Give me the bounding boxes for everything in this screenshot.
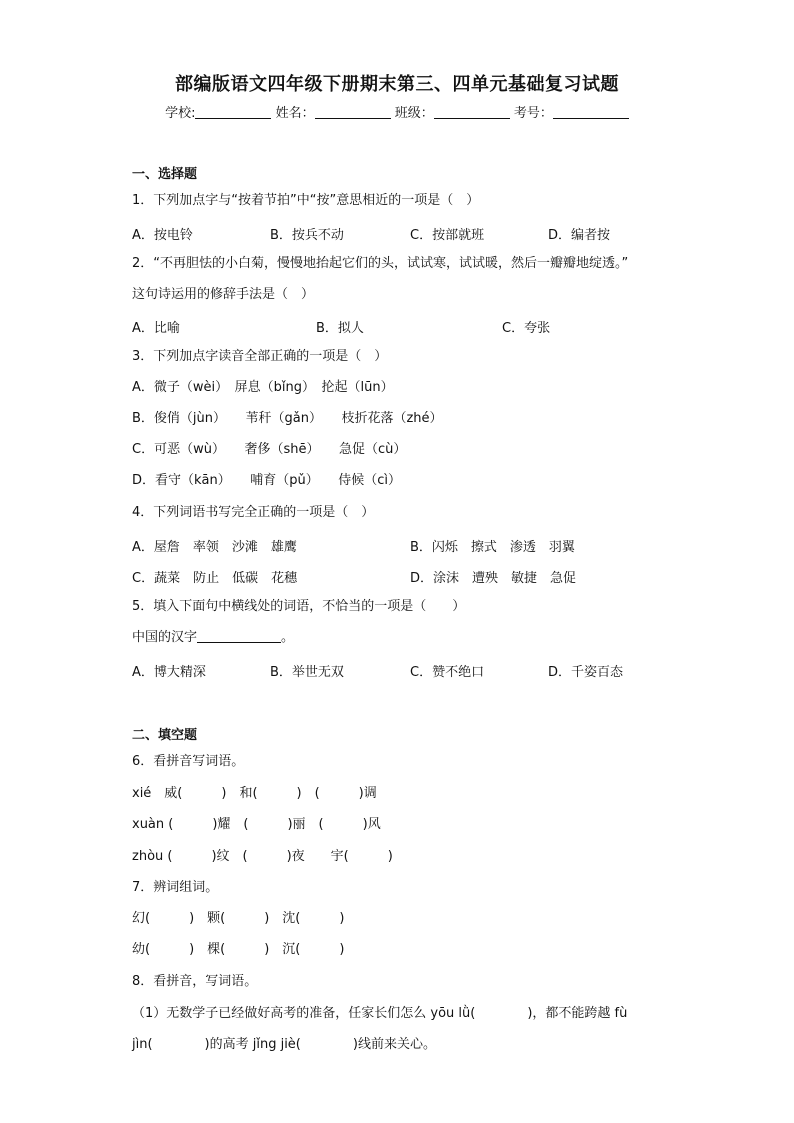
q4-option-d[interactable]: D．涂沫 遭殃 敏捷 急促 [410, 571, 577, 586]
class-label: 班级： [394, 106, 434, 121]
q2-option-b[interactable]: B．拟人 [316, 321, 364, 336]
class-blank[interactable] [434, 118, 510, 119]
page-title: 部编版语文四年级下册期末第三、四单元基础复习试题 [175, 74, 619, 95]
q1-option-c[interactable]: C．按部就班 [410, 228, 485, 243]
q5-sentence-pre: 中国的汉字 [132, 630, 198, 645]
q2-option-a[interactable]: A．比喻 [132, 321, 180, 336]
name-blank[interactable] [315, 118, 391, 119]
question-2-stem-cont: 这句诗运用的修辞手法是（ ） [132, 287, 315, 302]
q3-option-d[interactable]: D．看守（kān） 哺育（pǔ） 侍候（cì） [132, 473, 401, 488]
q8-line-2[interactable]: jìn( )的高考 jǐng jiè( )线前来关心。 [132, 1037, 436, 1052]
exam-no-blank[interactable] [553, 118, 629, 119]
school-label: 学校: [165, 106, 196, 121]
q3-option-a[interactable]: A．微子（wèi） 屏息（bǐng） 抡起（lūn） [132, 380, 394, 395]
q5-option-b[interactable]: B．举世无双 [270, 665, 344, 680]
student-info-row [0, 102, 794, 121]
q7-row-1[interactable]: 幻( ) 颗( ) 沈( ) [132, 911, 345, 926]
section-heading-fill: 二、填空题 [132, 728, 198, 743]
name-label: 姓名： [275, 106, 315, 121]
q6-row-xie[interactable]: xié 威( ) 和( ) ( )调 [132, 786, 377, 801]
question-5-stem: 5．填入下面句中横线处的词语，不恰当的一项是（ ） [132, 599, 466, 614]
question-4-stem: 4．下列词语书写完全正确的一项是（ ） [132, 505, 375, 520]
question-2-stem: 2．“不再胆怯的小白菊，慢慢地抬起它们的头，试试寒，试试暖，然后一瓣瓣地绽透。” [132, 256, 629, 271]
question-7-stem: 7．辨词组词。 [132, 880, 219, 895]
q4-option-b[interactable]: B．闪烁 擦式 渗透 羽翼 [410, 540, 575, 555]
q5-option-c[interactable]: C．赞不绝口 [410, 665, 485, 680]
q3-option-b[interactable]: B．俊俏（jùn） 苇秆（gǎn） 枝折花落（zhé） [132, 411, 443, 426]
q8-line-1[interactable]: （1）无数学子已经做好高考的准备，任家长们怎么 yōu lǜ( )，都不能跨越 fù [132, 1006, 628, 1021]
q5-option-a[interactable]: A．博大精深 [132, 665, 206, 680]
question-6-stem: 6．看拼音写词语。 [132, 754, 245, 769]
q4-option-a[interactable]: A．屋詹 率领 沙滩 雄鹰 [132, 540, 297, 555]
q5-option-d[interactable]: D．千姿百态 [548, 665, 624, 680]
q2-option-c[interactable]: C．夸张 [502, 321, 551, 336]
q1-option-a[interactable]: A．按电铃 [132, 228, 193, 243]
exam-no-label: 考号： [513, 106, 553, 121]
school-blank[interactable] [195, 118, 271, 119]
question-8-stem: 8．看拼音，写词语。 [132, 974, 258, 989]
q5-sentence-post: 。 [281, 630, 295, 645]
q5-sentence [132, 629, 294, 647]
q1-option-b[interactable]: B．按兵不动 [270, 228, 344, 243]
q7-row-2[interactable]: 幼( ) 棵( ) 沉( ) [132, 942, 345, 957]
q6-row-zhou[interactable]: zhòu ( )纹 ( )夜 宇( ) [132, 849, 393, 864]
question-1-stem: 1．下列加点字与“按着节拍”中“按”意思相近的一项是（ ） [132, 193, 480, 208]
q5-fill-blank[interactable] [197, 642, 281, 643]
q4-option-c[interactable]: C．蔬菜 防止 低碳 花穗 [132, 571, 298, 586]
q6-row-xuan[interactable]: xuàn ( )耀 ( )丽 ( )风 [132, 817, 381, 832]
section-heading-choice: 一、选择题 [132, 167, 198, 182]
q1-option-d[interactable]: D．编者按 [548, 228, 611, 243]
question-3-stem: 3．下列加点字读音全部正确的一项是（ ） [132, 349, 388, 364]
q3-option-c[interactable]: C．可恶（wù） 奢侈（shē） 急促（cù） [132, 442, 407, 457]
